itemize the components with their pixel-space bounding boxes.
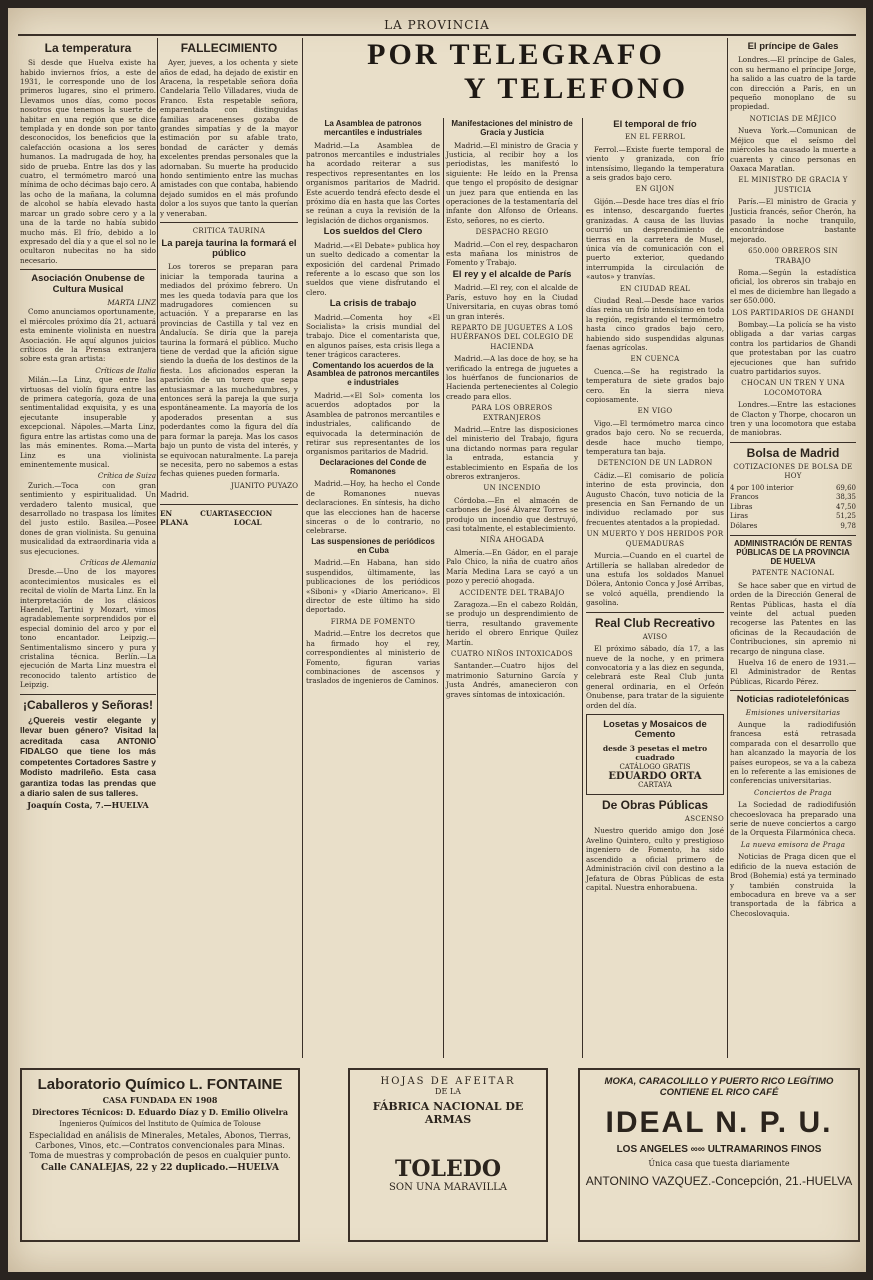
article-text: Nueva York.—Comunican de Méjico que el seísmo del miércoles ha causado la muerte a cuarenta y cinco personas en Oaxaca Maratlan. bbox=[730, 126, 856, 173]
ad-text: Directores Técnicos: D. Eduardo Díaz y D. Emilio Olivelra bbox=[31, 1107, 289, 1117]
ad-text: MOKA, CARACOLILLO Y PUERTO RICO LEGÍTIMO CONTIENE EL RICO CAFÉ bbox=[604, 1076, 834, 1098]
column-rule bbox=[302, 38, 303, 1058]
ad-text: CATÁLOGO GRATIS bbox=[619, 762, 691, 771]
article-text: París.—El ministro de Gracia y Justicia francés, señor Cherón, ha pasado la noche tranquilo, encontrándose bastante mejorado. bbox=[730, 197, 856, 244]
column-rule bbox=[157, 38, 158, 738]
article-signature: JUANITO PUYAZO bbox=[230, 480, 298, 490]
article-text: Noticias de Praga dicen que el edificio de la nueva estación de Brod (Bohemia) está ya terminado y también construida la embocadura en breve va a ser transportada de la fábrica a Checoslovaquia. bbox=[730, 852, 856, 918]
article-subtitle: MARTA LINZ bbox=[107, 298, 156, 307]
column-rule bbox=[582, 118, 583, 1058]
article-subtitle: Críticas de Alemania bbox=[80, 557, 156, 567]
article-text: Gijón.—Desde hace tres días el frío es intenso, descargando fuertes granizadas. A causa de las lluvias ocurrió un desprendimiento de tierras en la carretera de Musel, única vía de comunicación con el puerto exterior, quedando interrumpida la circulación de «autos» y tranvías. bbox=[586, 196, 724, 282]
article-text: Como anunciamos oportunamente, el miércoles próximo día 21, actuará esta eminente violinista en nuestra Asociación. He aquí algunos juicios críticos de la Prensa extranjera sobre esta gran artista: bbox=[20, 307, 156, 364]
article-subtitle: CHOCAN UN TREN Y UNA LOCOMOTORA bbox=[741, 379, 845, 397]
ad-address: Joaquín Costa, 7.—HUELVA bbox=[27, 799, 149, 810]
column-1 bbox=[20, 40, 156, 810]
fontaine-ad bbox=[20, 1068, 300, 1242]
article-subtitle: Conciertos de Praga bbox=[753, 788, 832, 797]
article-subtitle: COTIZACIONES DE BOLSA DE HOY bbox=[733, 463, 853, 481]
article-text: Santander.—Cuatro hijos del matrimonio Saturnino García y Justa Andrés, amanecieron con graves síntomas de intoxicación. bbox=[446, 661, 578, 699]
article-text: Aunque la radiodifusión francesa está retrasada comparada con el desarrollo que han alcanzado la mayoría de los países europeos, se va a la cabeza en lo referente a las emisiones de conferencias universitarias. bbox=[730, 720, 856, 786]
article-text: La Sociedad de radiodifusión checoeslovaca ha preparado una serie de nueve conciertos a cargo de la Orquesta Filarmónica checa. bbox=[730, 800, 856, 838]
article-text: Zaragoza.—En el cabezo Roldán, se produjo un desprendimiento de tierra, resultando gravemente herido el obrero Enrique Quilez Martín. bbox=[446, 599, 578, 647]
ad-title: Losetas y Mosaicos de Cemento bbox=[603, 718, 707, 741]
article-title: Bolsa de Madrid bbox=[746, 445, 840, 460]
ad-text: FÁBRICA NACIONAL DE ARMAS bbox=[372, 1100, 524, 1126]
stock-row bbox=[730, 522, 856, 531]
article-title: De Obras Públicas bbox=[601, 797, 709, 812]
ad-text: desde 3 pesetas el metro cuadrado bbox=[602, 743, 708, 763]
article-subtitle: CRITICA TAURINA bbox=[192, 227, 266, 236]
article-subtitle: Crítica de Suiza bbox=[97, 471, 156, 481]
article-text: Zurich.—Toca con gran sentimiento y espiritualidad. Un verdadero talento musical, que desarrollado no traspasa los límites del justo estilo. Basilea.—Posee dones de gran violinista. Su genuina musicalidad da extraordinaria vida a sus ejecuciones. bbox=[20, 480, 156, 556]
article-title: La crisis de trabajo bbox=[329, 298, 417, 310]
article-text: Madrid.—A las doce de hoy, se ha verificado la entrega de juguetes a los huérfanos de funcionarios de Hacienda pertenecientes al Colegio creado para ellos. bbox=[446, 354, 578, 401]
article-title: Asociación Onubense de Cultura Musical bbox=[31, 273, 145, 295]
article-text: Cuenca.—Se ha registrado la temperatura de siete grados bajo cero. En la sierra nieva copiosamente. bbox=[586, 366, 724, 404]
article-subtitle: La nueva emisora de Praga bbox=[740, 840, 846, 849]
article-text: Córdoba.—En el almacén de carbones de José Álvarez Torres se produjo un incendio que destruyó, casi totalmente, el establecimiento. bbox=[446, 495, 578, 534]
article-subtitle: Emisiones universitarias bbox=[745, 708, 841, 717]
article-text: Madrid.—Entre las disposiciones del ministerio del Trabajo, figura una dictando normas para regular la entrada, estancia y establecimiento en España de los obreros extranjeros. bbox=[446, 425, 578, 482]
column-rule bbox=[727, 38, 728, 1058]
ad-text: ¿Quereis vestir elegante y llevar buen género? Visitad la acreditada casa ANTONIO FIDALGO que tiene los más competentes Cortadores Sastre y Modisto madrileño. Esta casa garantiza todas las prendas que a diario salen de sus talleres. bbox=[20, 714, 156, 799]
article-text: Madrid.—Hoy, ha hecho el Conde de Romanones nuevas declaraciones. En síntesis, ha dicho que las elecciones han de hacerse sinceras o de lo contrario, no celebrarse. bbox=[306, 479, 440, 536]
stock-value: 51,25 bbox=[835, 512, 856, 521]
ad-text: DE LA bbox=[435, 1087, 461, 1096]
article-text: Dresde.—Uno de los mayores acontecimientos musicales es el recital de violín de Marta Linz. En la interpretación de los clásicos Haendel, Tartini y Mozart, vimos agradablemente sorprendidos por el especial dominio del arco y por el tono encantador. Leipzig.—Sentimentalismo sincero y pura y cristalina técnica. Berlín.—La ejecución de Marta Linz muestra el reconocido talento artístico de Leipzig. bbox=[20, 567, 156, 690]
article-subtitle: PATENTE NACIONAL bbox=[751, 569, 835, 578]
article-text: Madrid.—«El Debate» publica hoy un suelto dedicado a comentar la exposición del cardenal Primado referente a lo escaso que son los sueldos que viene disfrutando el clero. bbox=[306, 240, 440, 297]
ad-text: HOJAS DE AFEITAR bbox=[380, 1076, 516, 1087]
column-3 bbox=[306, 118, 440, 1158]
hojas-afeitar-ad bbox=[348, 1068, 548, 1242]
stock-row bbox=[730, 512, 856, 521]
article-subtitle: NIÑA AHOGADA bbox=[479, 536, 545, 545]
ad-logo: TOLEDO bbox=[394, 1156, 501, 1182]
article-title: Los sueldos del Clero bbox=[323, 226, 423, 238]
article-city: Madrid. bbox=[160, 490, 189, 500]
article-subtitle: Críticas de Italia bbox=[95, 365, 156, 375]
ad-text: Única casa que tuesta diariamente bbox=[648, 1159, 790, 1168]
ad-text: Ingenieros Químicos del Instituto de Química de Tolouse bbox=[59, 1120, 261, 1128]
article-subtitle: UN MUERTO Y DOS HERIDOS POR QUEMADURAS bbox=[586, 530, 724, 548]
article-title: FALLECIMIENTO bbox=[180, 41, 278, 55]
stock-row bbox=[730, 493, 856, 502]
article-title: Manifestaciones del ministro de Gracia y Justicia bbox=[451, 119, 573, 137]
article-text: Cádiz.—El comisario de policía interino de esta provincia, don Augusto Chacón, tuvo noticia de la presencia en San Fernando de un individuo reclamado por sus frecuentes atentados a la propiedad. bbox=[586, 470, 724, 527]
ad-name: EDUARDO ORTA bbox=[608, 771, 702, 783]
telegrafo-headline bbox=[306, 38, 726, 116]
article-title: La temperatura bbox=[44, 41, 132, 55]
stock-value: 69,60 bbox=[835, 483, 856, 492]
column-5 bbox=[586, 118, 724, 1158]
article-subtitle: EN CUENCA bbox=[630, 355, 680, 364]
article-subtitle: AVISO bbox=[642, 632, 668, 641]
article-text: Almería.—En Gádor, en el paraje Palo Chico, la niña de cuatro años María Medina Lara se cayó a un pozo y pereció ahogada. bbox=[446, 547, 578, 586]
article-title: Las suspensiones de periódicos en Cuba bbox=[311, 536, 435, 555]
article-subtitle: EN EL FERROL bbox=[625, 133, 685, 142]
newspaper-page bbox=[8, 8, 866, 1272]
column-4 bbox=[446, 118, 578, 1158]
article-subtitle: CUATRO NIÑOS INTOXICADOS bbox=[450, 649, 574, 658]
article-subtitle: NOTICIAS DE MÉJICO bbox=[749, 114, 837, 123]
article-text: Londres.—El príncipe de Gales, con su hermano el príncipe Jorge, ha salido a las cuatro de la tarde con dirección a París, en un pequeño monoplano de su propiedad. bbox=[730, 55, 856, 112]
stock-name: Francos bbox=[730, 493, 759, 502]
article-subtitle: EN CIUDAD REAL bbox=[619, 284, 691, 293]
article-title: La pareja taurina la formará el público bbox=[161, 237, 297, 259]
article-text: Madrid.—Con el rey, despacharon esta mañana los ministros de Fomento y Trabajo. bbox=[446, 239, 578, 268]
article-title: Declaraciones del Conde de Romanones bbox=[319, 457, 427, 476]
article-subtitle: PARA LOS OBREROS EXTRANJEROS bbox=[471, 404, 553, 422]
stock-name: Liras bbox=[730, 512, 748, 521]
article-title: ADMINISTRACIÓN DE RENTAS PÚBLICAS DE LA PROVINCIA DE HUELVA bbox=[733, 538, 853, 566]
article-title: El príncipe de Gales bbox=[747, 41, 839, 52]
article-text: Bombay.—La policía se ha visto obligada a dar varias cargas contra los partidarios de Ghandi que protestaban por las cuatro ejecuciones que han sufrido cuatro partidarios suyos. bbox=[730, 320, 856, 377]
ideal-cafe-ad bbox=[578, 1068, 860, 1242]
article-text: Madrid.—La Asamblea de patronos mercantiles e industriales ha acordado reiterar a sus respectivos representantes en los organismos paritarios de Madrid. Este acuerdo tendrá efecto desde el próximo día en hasta que las Cortes se reúnan a cuya la revisión de la legislación de dichos organismos. bbox=[306, 140, 440, 225]
article-subtitle: ASCENSO bbox=[684, 815, 724, 824]
stock-value: 38,35 bbox=[835, 493, 856, 502]
seccion-local-label: SECCION LOCAL bbox=[233, 508, 273, 527]
article-text: Se hace saber que en virtud de orden de la Dirección General de Rentas Públicas, hasta el día veinte del actual pueden recogerse las Patentes en las oficinas de la Recaudación de Contribuciones, sin apremio ni recargo de ninguna clase. bbox=[730, 580, 856, 656]
ad-text: CASA FUNDADA EN 1908 bbox=[102, 1095, 218, 1105]
article-subtitle: DETENCION DE UN LADRON bbox=[597, 459, 713, 468]
stock-name: Dólares bbox=[730, 521, 758, 530]
article-text: Nuestro querido amigo don José Avelino Quintero, culto y prestigioso ingeniero de Fomento, ha sido ascendido a oficial primero de Administración civil con destino a la Jefatura de Obras Públicas de esta capital. Nuestra enhorabuena. bbox=[586, 826, 724, 892]
headline-line-2: Y TELEFONO bbox=[463, 72, 689, 105]
column-2 bbox=[160, 40, 298, 730]
article-title: El temporal de frío bbox=[613, 119, 697, 130]
article-subtitle: FIRMA DE FOMENTO bbox=[330, 617, 416, 626]
article-text: Murcia.—Cuando en el cuartel de Artillería se hallaban alrededor de una estufa los soldados Manuel Dólera, Antonio Conca y José Arribas, se volcó aquélla, prendiendo la gasolina. bbox=[586, 551, 724, 608]
ad-address: ANTONINO VAZQUEZ.-Concepción, 21.-HUELVA bbox=[585, 1174, 853, 1188]
ad-logo: IDEAL N. P. U. bbox=[605, 1106, 833, 1139]
article-text: Si desde que Huelva existe ha habido inviernos fríos, a este de 1931, le corresponde uno de los primeros lugares, sino el primero. Llevamos unos días, como pocos nosotros que tenemos la suerte de habitar en una región que se dice templada y en donde son por tanto desconocidos, los beneficios que la calefacción ocasiona a los seres humanos. La madrugada de hoy, ha sido de prueba. Entre las dos y las cuatro, el termómetro marcó una mínima de ocho décimas bajo cero. A las ocho de la mañana, la columna de alcohol se había elevado hasta marcar un grado sobre cero y a la una de la tarde no había subido mucho más. El frío, debido a lo expresado del día y a que el sol no le ocultaron nubecitas no ha sido necesario. bbox=[20, 58, 156, 265]
stock-value: 47,50 bbox=[835, 502, 856, 511]
ad-address: Calle CANALEJAS, 22 y 22 duplicado.—HUELVA bbox=[41, 1163, 279, 1173]
article-subtitle: DESPACHO REGIO bbox=[475, 228, 549, 237]
article-text: Milán.—La Linz, que entre las virtuosas del violín figura entre las de primera categoría, goza de una sentimentalidad exquisita, y es una ejecutante insuperable y excepcional. Nápoles.—Marta Linz, figura entre las artistas como una de las más eminentes. Roma.—Marta Linz es una violinista eminentemente musical. bbox=[20, 375, 156, 469]
stock-table bbox=[730, 484, 856, 531]
article-subtitle: EL MINISTRO DE GRACIA Y JUSTICIA bbox=[738, 176, 848, 194]
article-text: Madrid.—El rey, con el alcalde de París, estuvo hoy en la Ciudad Universitaria, en cuyas obras tomó un gran interés. bbox=[446, 283, 578, 321]
ad-text: LOS ANGELES ∞∞ ULTRAMARINOS FINOS bbox=[616, 1144, 822, 1155]
article-text: Huelva 16 de enero de 1931.—El Administrador de Rentas Públicas, Ricardo Pérez. bbox=[730, 657, 856, 686]
article-text: Vigo.—El termómetro marca cinco grados bajo cero. No se recuerda, desde hace mucho tiempo, temperatura tan baja. bbox=[586, 418, 724, 457]
headline-line-1: POR TELEGRAFO bbox=[367, 38, 665, 71]
article-text: Madrid.—Comenta hoy «El Socialista» la crisis mundial del trabajo. Dice el comentarista que, en algunos países, esta crisis llega a tener trágicos caracteres. bbox=[306, 312, 440, 360]
article-title: Real Club Recreativo bbox=[594, 615, 716, 630]
ad-title: ¡Caballeros y Señoras! bbox=[22, 697, 154, 712]
column-rule bbox=[443, 118, 444, 1058]
article-subtitle: REPARTO DE JUGUETES A LOS HUÉRFANOS DEL COLEGIO DE HACIENDA bbox=[450, 323, 574, 351]
losetas-ad bbox=[586, 714, 724, 795]
stock-value: 9,78 bbox=[840, 521, 856, 530]
stock-row bbox=[730, 503, 856, 512]
article-text: Madrid.—En Habana, han sido suspendidos, últimamente, las publicaciones de los periódicos «Siboni» y «Diario Americano». El director de este último ha sido deportado. bbox=[306, 558, 440, 615]
stock-name: Libras bbox=[730, 502, 753, 511]
article-subtitle: EN GIJON bbox=[635, 185, 675, 194]
article-text: El próximo sábado, día 17, a las nueve de la noche, y en primera convocatoria y a las diez en segunda, celebrará este Real Club junta general ordinaria, en el Orfeón Onubense, para tratar de la siguiente orden del día. bbox=[586, 644, 724, 710]
stock-row bbox=[730, 484, 856, 493]
article-subtitle: EN VIGO bbox=[637, 407, 673, 416]
article-text: Los toreros se preparan para iniciar la temporada taurina a mediados del próximo febrero. Un mes les queda todavía para que los madrugadores comiencen su actuación. Y a prepararse en las provincias de Castilla y tal vez en Andalucía. Se diría que la pareja taurina la formará el público. Mucho tiene de verdad que la afición sigue siendo la dueña de los destinos de la fiesta. Los aficionados esperan la aparición de un torero que sepa entusiasmar a las muchedumbres, y entonces será la pareja la que surja espontáneamente. La mayoría de los apoderados presentan a sus poderdantes como la figura del día para formar la pareja. Mas los casos bajo un punto de vista del interés, y se equivocan naturalmente. La pareja se necesita, pero no sabemos a estas fechas quienes pueden formarla. bbox=[160, 262, 298, 479]
article-subtitle: LOS PARTIDARIOS DE GHANDI bbox=[731, 308, 855, 317]
cuarta-plana-label: EN CUARTA PLANA bbox=[160, 508, 234, 527]
article-subtitle: 650.000 OBREROS SIN TRABAJO bbox=[748, 247, 838, 265]
article-text: Roma.—Según la estadística oficial, los obreros sin trabajo en el mes de diciembre han llegado a ser 650.000. bbox=[730, 267, 856, 306]
ad-title: Laboratorio Químico L. FONTAINE bbox=[37, 1076, 283, 1093]
ad-text: Especialidad en análisis de Minerales, Metales, Abonos, Tierras, Carbones, Vinos, etc.—Contratos convencionales para Minas. Toma de muestras y comprobación de pesos en cualquier punto. bbox=[29, 1131, 291, 1160]
article-text: Londres.—Entre las estaciones de Clacton y Thorpe, chocaron un tren y una locomotora que estaba de maniobras. bbox=[730, 400, 856, 438]
article-title: Noticias radiotelefónicas bbox=[736, 694, 850, 706]
article-title: El rey y el alcalde de París bbox=[452, 268, 572, 280]
article-subtitle: UN INCENDIO bbox=[483, 484, 541, 493]
ad-address: CARTAYA bbox=[638, 781, 672, 790]
stock-name: 4 por 100 interior bbox=[730, 483, 794, 492]
article-title: La Asamblea de patronos mercantiles e industriales bbox=[323, 119, 423, 137]
article-text: Ciudad Real.—Desde hace varios días reina un frío intensísimo en toda la región, registrando el termómetro hasta cinco grados bajo cero, habiendo sido suspendidas algunas faenas agrícolas. bbox=[586, 295, 724, 352]
article-text: Madrid.—«El Sol» comenta los acuerdos adoptados por la Asamblea de patronos mercantiles e industriales, calificando de equivocada la determinación de retirar sus representantes de los organismos paritarios de Madrid. bbox=[306, 390, 440, 457]
article-title: Comentando los acuerdos de la Asamblea de patronos mercantiles e industriales bbox=[306, 360, 440, 388]
article-text: Madrid.—Entre los decretos que ha firmado hoy el rey, correspondientes al ministerio de Fomento, figuran varias combinaciones de ascensos y traslados de ingenieros de Caminos. bbox=[306, 629, 440, 686]
article-text: Ayer, jueves, a los ochenta y siete años de edad, ha dejado de existir en Aracena, la respetable señora doña Candelaria Tello Villadares, viuda de Franco. Esta respetable señora, emparentada con distinguidas familias aracenenses gozaba de grandes simpatías y de la mayor estimación por su afable trato, bondad de carácter y demás excelentes prendas personales que la adornaban. Su muerte ha producido hondo sentimiento entre las muchas amistades con que contaba, habiendo dejado sumidos en el más profundo dolor a los suyos que tanto la querían y veneraban. bbox=[160, 58, 298, 218]
article-text: Ferrol.—Existe fuerte temporal de viento y granizada, con frío intensísimo, llegando la temperatura a seis grados bajo cero. bbox=[586, 144, 724, 183]
masthead: LA PROVINCIA bbox=[18, 18, 856, 36]
article-text: Madrid.—El ministro de Gracia y Justicia, al recibir hoy a los periodistas, les manifestó lo siguiente: He leído en la Prensa que tengo el propósito de designar un juez para que entienda en las operaciones de la testamentaría del infante don Alfonso de Orleans. Esto, señores, no es cierto. bbox=[446, 140, 578, 225]
article-subtitle: ACCIDENTE DEL TRABAJO bbox=[459, 588, 565, 597]
ad-text: SON UNA MARAVILLA bbox=[389, 1182, 507, 1193]
